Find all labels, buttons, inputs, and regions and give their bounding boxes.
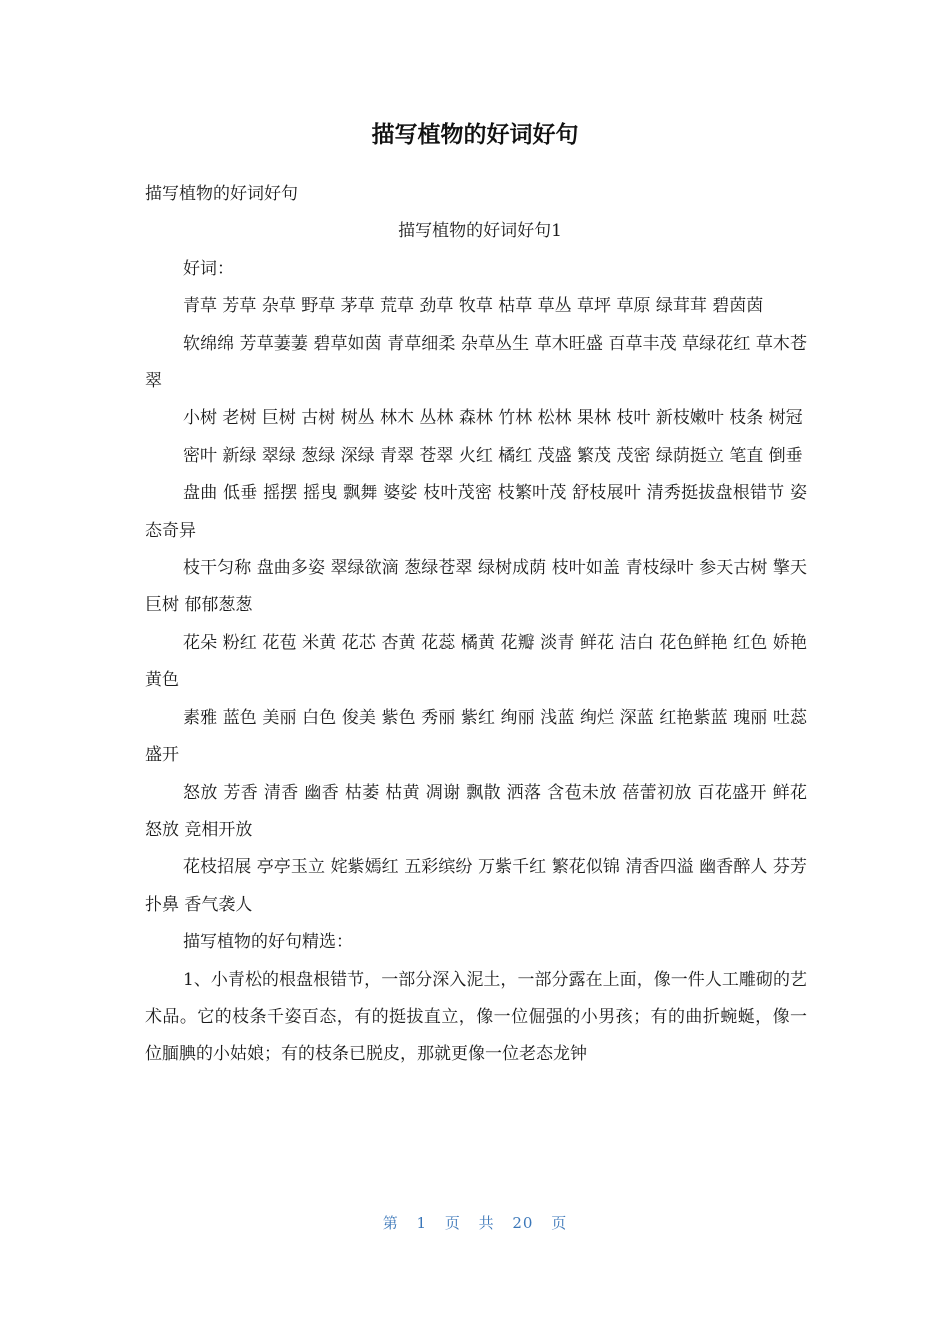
sentence-paragraph: 1、小青松的根盘根错节，一部分深入泥土，一部分露在上面，像一件人工雕砌的艺术品。它的枝条千姿百态，有的挺拔直立，像一位倔强的小男孩；有的曲折蜿蜒，像一位腼腆的小姑娘；有的枝条已脱皮，那就更像一位老态龙钟 xyxy=(145,969,807,1065)
page-number-footer: 第 1 页 共 20 页 xyxy=(382,1214,568,1232)
document-title: 描写植物的好词好句 xyxy=(371,122,579,148)
word-list-paragraph: 怒放 芳香 清香 幽香 枯萎 枯黄 凋谢 飘散 洒落 含苞未放 蓓蕾初放 百花盛开 鲜花怒放 竞相开放 xyxy=(145,782,807,840)
word-list-paragraph: 密叶 新绿 翠绿 葱绿 深绿 青翠 苍翠 火红 橘红 茂盛 繁茂 茂密 绿荫挺立 笔直 倒垂 xyxy=(183,445,803,466)
word-list-paragraph: 青草 芳草 杂草 野草 茅草 荒草 劲草 牧草 枯草 草丛 草坪 草原 绿茸茸 碧茵茵 xyxy=(183,296,764,317)
intro-line: 描写植物的好词好句 xyxy=(145,184,298,204)
word-list-paragraph: 小树 老树 巨树 古树 树丛 林木 丛林 森林 竹林 松林 果林 枝叶 新枝嫩叶 枝条 树冠 xyxy=(183,408,803,429)
word-list-paragraph: 花枝招展 亭亭玉立 姹紫嫣红 五彩缤纷 万紫千红 繁花似锦 清香四溢 幽香醉人 芬芳扑鼻 香气袭人 xyxy=(145,857,807,915)
word-list-paragraph: 花朵 粉红 花苞 米黄 花芯 杏黄 花蕊 橘黄 花瓣 淡青 鲜花 洁白 花色鲜艳 红色 娇艳 黄色 xyxy=(145,632,807,691)
section-heading: 描写植物的好词好句1 xyxy=(398,221,562,242)
good-sentences-label: 描写植物的好句精选： xyxy=(183,932,353,953)
word-list-paragraph: 枝干匀称 盘曲多姿 翠绿欲滴 葱绿苍翠 绿树成荫 枝叶如盖 青枝绿叶 参天古树 擎天巨树 郁郁葱葱 xyxy=(145,558,807,616)
good-words-label: 好词： xyxy=(183,258,234,279)
word-list-paragraph: 盘曲 低垂 摇摆 摇曳 飘舞 婆娑 枝叶茂密 枝繁叶茂 舒枝展叶 清秀挺拔盘根错节 姿态奇异 xyxy=(145,483,807,541)
word-list-paragraph: 软绵绵 芳草萋萋 碧草如茵 青草细柔 杂草丛生 草木旺盛 百草丰茂 草绿花红 草木苍翠 xyxy=(145,333,807,392)
word-list-paragraph: 素雅 蓝色 美丽 白色 俊美 紫色 秀丽 紫红 绚丽 浅蓝 绚烂 深蓝 红艳紫蓝 瑰丽 吐蕊 盛开 xyxy=(145,707,807,766)
document-body xyxy=(145,176,807,1074)
